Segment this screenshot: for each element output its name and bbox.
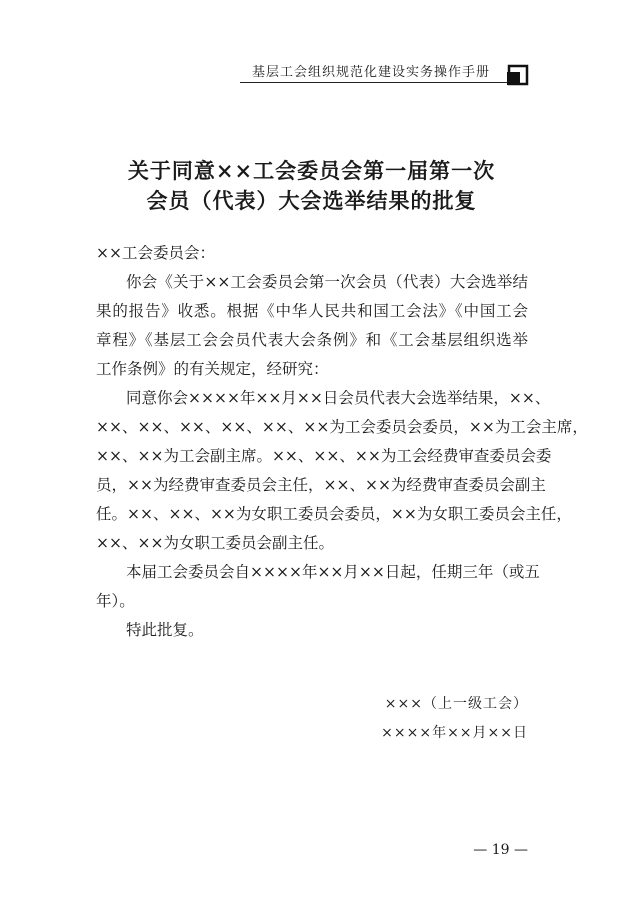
signature-issuer: ×××（上一级工会） xyxy=(384,696,528,712)
header-rule xyxy=(240,82,508,83)
body-line: 员，××为经费审查委员会主任，××、××为经费审查委员会副主 xyxy=(96,476,546,494)
body-line: 工作条例》的有关规定，经研究： xyxy=(96,360,329,378)
body-line: 本届工会委员会自××××年××月××日起，任期三年（或五 xyxy=(126,563,540,581)
body-line: ××、××为女职工委员会副主任。 xyxy=(96,534,334,552)
body-line: 你会《关于××工会委员会第一次会员（代表）大会选举结 xyxy=(126,273,528,291)
body-line: 章程》《基层工会会员代表大会条例》和《工会基层组织选举 xyxy=(96,331,528,349)
body-line: 同意你会××××年××月××日会员代表大会选举结果，××、 xyxy=(126,389,551,407)
body-line: ××、××、××、××、××、××为工会委员会委员，××为工会主席， xyxy=(96,418,588,436)
document-title-line-2: 会员（代表）大会选举结果的批复 xyxy=(146,188,477,213)
page-number: — 19 — xyxy=(473,842,528,858)
salutation: ××工会委员会： xyxy=(96,244,215,262)
signature-date: ××××年××月××日 xyxy=(381,725,528,741)
body-line: 年）。 xyxy=(96,592,135,610)
running-header-title: 基层工会组织规范化建设实务操作手册 xyxy=(252,65,491,80)
document-title-line-1: 关于同意××工会委员会第一届第一次 xyxy=(127,158,496,183)
corner-block-icon xyxy=(507,64,529,86)
body-line: ××、××为工会副主席。××、××、××为工会经费审查委员会委 xyxy=(96,447,552,465)
body-line: 任。××、××、××为女职工委员会委员，××为女职工委员会主任， xyxy=(96,505,572,523)
body-line: 果的报告》收悉。根据《中华人民共和国工会法》《中国工会 xyxy=(96,302,528,320)
body-line: 特此批复。 xyxy=(126,621,204,639)
